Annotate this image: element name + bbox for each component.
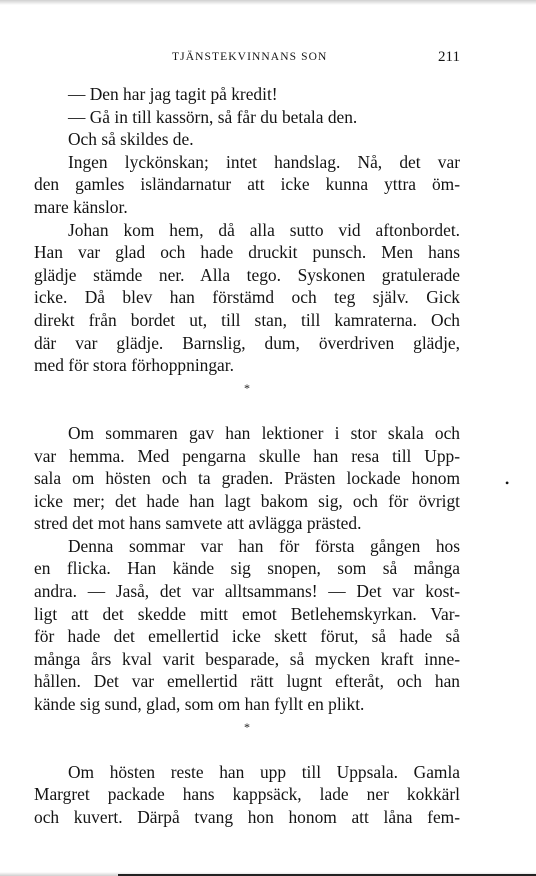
text-line: var hemma. Med pengarna skulle han resa till Upp- <box>34 445 460 466</box>
section-separator: * <box>244 380 250 395</box>
text-line: Om sommaren gav han lektioner i stor skala och <box>68 422 460 443</box>
page-top-edge <box>0 0 536 5</box>
text-line: Om hösten reste han upp till Uppsala. Gamla <box>68 761 460 782</box>
text-line: direkt från bordet ut, till stan, till kamraterna. Och <box>34 309 460 330</box>
page-header <box>34 51 460 71</box>
text-line: hållen. Det var emellertid rätt lugnt efteråt, och han <box>34 671 460 692</box>
text-line: kände sig sund, glad, som om han fyllt en plikt. <box>34 694 365 715</box>
text-line: Ingen lyckönskan; intet handslag. Nå, det var <box>68 151 460 172</box>
text-line: en flicka. Han kände sig snopen, som så många <box>34 558 460 579</box>
text-line: ligt att det skedde mitt emot Betlehemskyrkan. Var- <box>34 603 460 624</box>
text-line: Margret packade hans kappsäck, lade ner kokkärl <box>34 784 460 805</box>
section-gap <box>34 738 460 761</box>
text-line: andra. — Jaså, det var alltsammans! — Det var kost- <box>34 581 460 602</box>
body-text <box>34 83 460 829</box>
text-line: många års kval varit besparade, så mycken kraft inne- <box>34 648 460 669</box>
text-line: den gamles isländarnatur att icke kunna yttra öm- <box>34 174 460 195</box>
margin-mark: • <box>505 476 510 490</box>
text-line: för hade det emellertid icke skett förut, så hade så <box>34 626 460 647</box>
section-gap <box>34 399 460 422</box>
text-line: stred det mot hans samvete att avlägga prästed. <box>34 513 362 534</box>
text-line: icke. Då blev han förstämd och teg själv. Gick <box>34 287 460 308</box>
text-line: med för stora förhoppningar. <box>34 355 234 376</box>
section-separator: * <box>244 719 250 734</box>
text-line: — Gå in till kassörn, så får du betala den. <box>68 106 358 127</box>
text-line: Denna sommar var han för första gången hos <box>68 535 460 556</box>
text-line: mare känslor. <box>34 196 128 217</box>
running-title: TJÄNSTEKVINNANS SON <box>172 51 328 63</box>
text-line: glädje stämde ner. Alla tego. Syskonen gratulerade <box>34 264 460 285</box>
text-line: icke mer; det hade han lagt bakom sig, och för övrigt <box>34 490 460 511</box>
text-line: och kuvert. Därpå tvang hon honom att låna fem- <box>34 807 460 827</box>
text-line: sala om hösten och ta graden. Prästen lockade honom <box>34 468 460 489</box>
text-line: — Den har jag tagit på kredit! <box>68 84 278 104</box>
text-line: Johan kom hem, då alla sutto vid aftonbordet. <box>68 219 460 240</box>
text-line: där var glädje. Barnslig, dum, överdriven glädje, <box>34 332 460 353</box>
page-number: 211 <box>438 49 460 65</box>
text-line: Och så skildes de. <box>68 129 194 150</box>
text-line: Han var glad och hade druckit punsch. Men hans <box>34 242 460 263</box>
